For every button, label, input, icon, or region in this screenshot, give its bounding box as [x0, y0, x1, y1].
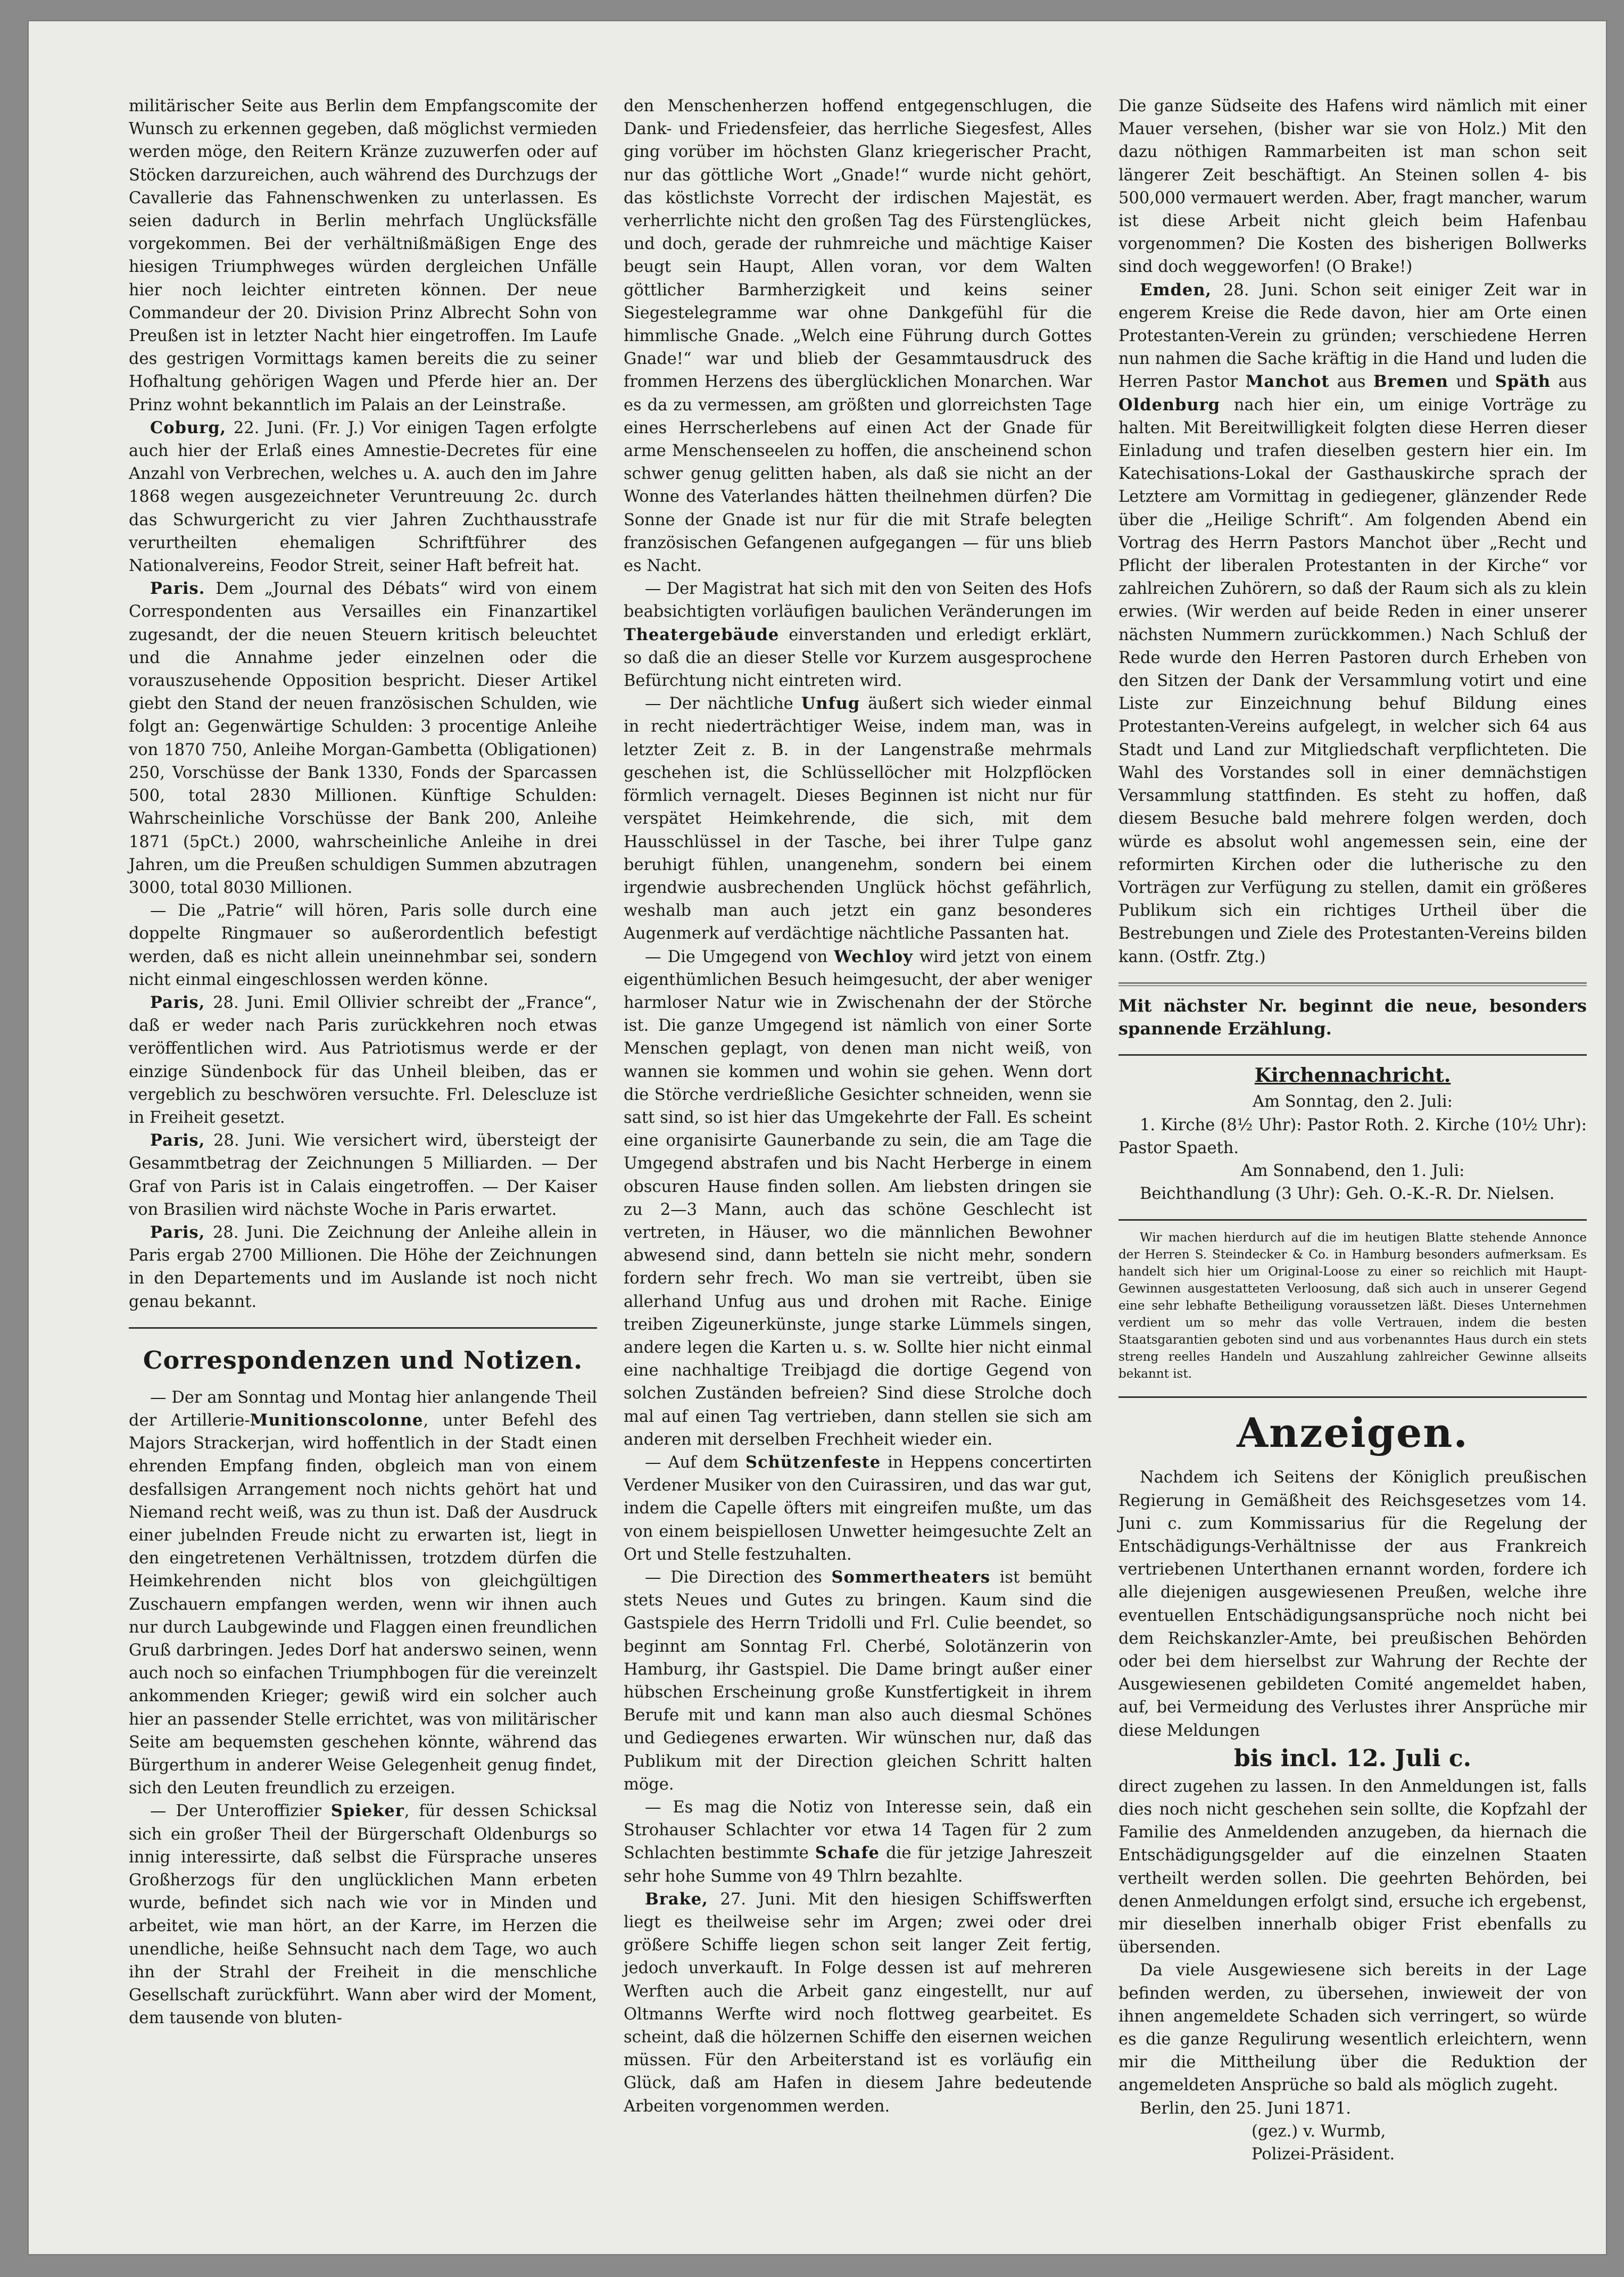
article-text: — Auf dem [645, 1453, 746, 1472]
article-text: — Die Direction des [645, 1568, 832, 1587]
keyword: Späth [1495, 372, 1551, 392]
notiz-sommertheater [624, 1566, 1092, 1796]
article-text: wird jetzt von einem eigenthümlichen Besuch heimgesucht, der aber weniger harmloser Natur wie in Zwischenahn der der Störche ist. Die ganze Umgegend ist nämlich von einer Sorte Menschen geplagt, von denen man nicht weiß, von wannen sie kommen und wohin sie gehen. Wenn dort die Störche verdrießliche Gesichter schneiden, wenn sie satt sind, so ist hier das Umgekehrte der Fall. Es scheint eine organisirte Gaunerbande zu sein, die am Tage die Umgegend abstrafen und bis Nacht Herberge in einem obscuren Hause finden sollen. Am liebsten dringen sie zu 2—3 Mann, auch das schöne Geschlecht ist vertreten, in Häuser, wo die männlichen Bewohner abwesend sind, dann betteln sie nicht mehr, sondern fordern sehr frech. Wo man sie vertreibt, üben sie allerhand Unfug aus und drohen mit Rache. Einige treiben Zigeunerkünste, junge starke Lümmels singen, andere legen die Karten u. s. w. Sollte hier nicht einmal eine nachhaltige Treibjagd die dortige Gegend von solchen Zuständen befreien? Sind diese Strolche doch mal auf einen Tag vertrieben, dann stellen sie sich am anderen mit derselben Frechheit wieder ein. [624, 947, 1092, 1449]
article-text: , unter Befehl des Majors Strackerjan, wird hoffentlich in der Stadt einen ehrenden Empfang finden, obgleich man von einem desfallsigen Arrangement noch nichts gehört hat und Niemand recht weiß, was zu thun ist. Daß der Ausdruck einer jubelnden Freude nicht zu erwarten ist, liegt in den eingetretenen Verhältnissen, trotzdem dürfen die Heimkehrenden nicht blos von gleichgültigen Zuschauern empfangen werden, wenn wir ihnen auch nur durch Laubgewinde und Flaggen einen freundlichen Gruß darbringen. Jedes Dorf hat anderswo seinen, wenn auch noch so einfachen Triumphbogen für die vereinzelt ankommenden Krieger; gewiß wird ein solcher auch hier an passender Stelle errichtet, was von militärischer Seite am bequemsten geschehen könnte, während das Bürgerthum in anderer Weise Gelegenheit genug findet, sich den Leuten freundlich zu erzeigen. [129, 1411, 597, 1798]
divider [1118, 982, 1587, 986]
article-paris-1 [129, 577, 597, 899]
notiz-unfug [624, 692, 1092, 945]
article-text: einverstanden und erledigt erklärt, so daß die an dieser Stelle vor Kurzem ausgesprochene Befürchtung nicht eintreten wird. [624, 625, 1092, 691]
notiz-schuetzenfest [624, 1451, 1092, 1566]
notiz-wechloy [624, 946, 1092, 1451]
church-line: 1. Kirche (8½ Uhr): Pastor Roth. 2. Kirche (10½ Uhr): Pastor Spaeth. [1118, 1115, 1587, 1157]
keyword: Schafe [815, 1843, 880, 1863]
next-issue-notice: Mit nächster Nr. beginnt die neue, besonders spannende Erzählung. [1118, 995, 1587, 1039]
article-text: 28. Juni. Die Zeichnung der Anleihe allein in Paris ergab 2700 Millionen. Die Höhe der Zeichnungen in den Departements und im Auslande ist noch nicht genau bekannt. [129, 1223, 597, 1311]
divider [1118, 1396, 1587, 1398]
divider [129, 1327, 597, 1329]
ad-signature: (gez.) v. Wurmb, [1252, 2122, 1386, 2141]
church-news-title: Kirchennachricht. [1254, 1064, 1451, 1087]
keyword: Schützenfeste [745, 1452, 881, 1472]
article-continuation: den Menschenherzen hoffend entgegenschlugen, die Dank- und Friedensfeier, das herrliche Siegesfest, Alles ging vorüber im höchsten Glanz kriegerischer Pracht, nur das göttliche Wort „Gnade!“ wurde nicht gehört, das köstlichste Vorrecht der irdischen Majestät, es verherrlichte nicht den großen Tag des Fürstenglückes, und doch, gerade der ruhmreiche und mächtige Kaiser beugt sein Haupt, Allen voran, vor dem Walten göttlicher Barmherzigkeit und keins seiner Siegestelegramme war ohne Dankgefühl für die himmlische Gnade. „Welch eine Führung durch Gottes Gnade!“ war und blieb der Gesammtausdruck des frommen Herzens des überglücklichen Monarchen. War es da zu vermessen, am größten und glorreichsten Tage eines Herrscherlebens auf einen Act der Gnade für arme Menschenseelen zu hoffen, die anscheinend schon schwer genug gelitten haben, als daß sie nicht an der Wonne des Vaterlandes hätten theilnehmen dürfen? Die Sonne der Gnade ist nur für die mit Strafe belegten französischen Gefangenen aufgegangen — für uns blieb es Nacht. [624, 97, 1092, 576]
article-text: Dem „Journal des Débats“ wird von einem Correspondenten aus Versailles ein Finanzartikel zugesandt, der die neuen Steuern kritisch beleuchtet und die Annahme jeder einzelnen oder die vorauszusehende Opposition bespricht. Dieser Artikel giebt den Stand der neuen französischen Schulden, wie folgt an: Gegenwärtige Schulden: 3 procentige Anleihe von 1870 750, Anleihe Morgan-Gambetta (Obligationen) 250, Vorschüsse der Bank 1330, Fonds der Sparcassen 500, total 2830 Millionen. Künftige Schulden: Wahrscheinliche Vorschüsse der Bank 200, Anleihe 1871 (5pCt.) 2000, wahrscheinliche Anleihe in drei Jahren, um die Preußen schuldigen Summen abzutragen 3000, total 8030 Millionen. [129, 579, 597, 897]
article-text: 28. Juni. Schon seit einiger Zeit war in engerem Kreise die Rede davon, hier am Orte einen Protestanten-Verein zu gründen; verschiedene Herren nun nahmen die Sache kräftig in die Hand und luden die Herren Pastor [1118, 280, 1587, 392]
ad-text: Da viele Ausgewiesene sich bereits in der Lage befinden werden, zu übersehen, inwieweit der von ihnen angemeldete Schaden sich verringert, so würde es die ganze Regulirung wesentlich erleichtern, wenn mir die Mittheilung über die Reduktion der angemeldeten Ansprüche so bald als möglich zugeht. [1118, 1961, 1587, 2095]
keyword: Bremen [1373, 372, 1448, 392]
article-text: äußert sich wieder einmal in recht niederträchtiger Weise, indem man, was in letzter Zeit z. B. in der Langenstraße mehrmals geschehen ist, die Schlüssellöcher mit Holzpflöcken förmlich vernagelt. Dieses Beginnen ist nicht nur für verspätet Heimkehrende, die sich, mit dem Hausschlüssel in der Tasche, bei ihrer Tulpe ganz beruhigt fühlen, unangenehm, sondern bei einem irgendwie ausbrechenden Unglück höchst gefährlich, weshalb man auch jetzt ein ganz besonderes Augenmerk auf verdächtige nächtliche Passanten hat. [624, 694, 1092, 943]
article-text: und [1448, 372, 1495, 392]
dateline-place: Coburg, [150, 418, 227, 437]
article-text: — Es mag die Notiz von Interesse sein, daß ein Strohauser Schlachter vor etwa 14 Tagen für 2 zum Schlachten bestimmte [624, 1798, 1092, 1863]
article-text: 22. Juni. (Fr. J.) Vor einigen Tagen erfolgte auch hier der Erlaß eines Amnestie-Decretes für eine Anzahl von Verbrechen, welches u. A. auch den im Jahre 1868 wegen ausgezeichneter Veruntreuung 2c. durch das Schwurgericht zu vier Jahren Zuchthausstrafe verurtheilten ehemaligen Schriftführer des Nationalvereins, Feodor Streit, seiner Haft befreit hat. [129, 418, 597, 576]
article-text: die für jetzige Jahreszeit sehr hohe Summe von 49 Thlrn bezahlte. [624, 1844, 1092, 1886]
article-continuation: Die ganze Südseite des Hafens wird nämlich mit einer Mauer versehen, (bisher war sie von Holz.) Mit den dazu nöthigen Rammarbeiten ist man schon seit längerer Zeit beschäftigt. An Steinen sollen 4- bis 500,000 vermauert werden. Aber, fragt mancher, warum ist diese Arbeit nicht gleich beim Hafenbau vorgenommen? Die Kosten des bisherigen Bollwerks sind doch weggeworfen! (O Brake!) [1118, 97, 1587, 277]
article-text: — Der Unteroffizier [150, 1802, 331, 1821]
article-patrie: — Die „Patrie“ will hören, Paris solle durch eine doppelte Ringmauer so außerordentlich befestigt werden, daß es nicht allein uneinnehmbar sei, sondern nicht einmal eingeschlossen werden könne. [129, 901, 597, 989]
church-line: Beichthandlung (3 Uhr): Geh. O.-K.-R. Dr. Nielsen. [1140, 1185, 1555, 1204]
article-text: 28. Juni. Wie versichert wird, übersteigt der Gesammtbetrag der Zeichnungen 5 Milliarden. — Der Graf von Paris ist in Calais eingetroffen. — Der Kaiser von Brasilien wird nächste Woche in Paris erwartet. [129, 1131, 597, 1219]
keyword: Unfug [801, 694, 860, 714]
notiz-schafe [624, 1796, 1092, 1888]
article-coburg [129, 417, 597, 577]
keyword: Wechloy [834, 947, 913, 966]
column-2 [624, 95, 1092, 2118]
notiz-spieker [129, 1800, 597, 2030]
article-text: — Die Umgegend von [645, 947, 834, 966]
divider [1118, 1219, 1587, 1221]
notiz-theater [624, 577, 1092, 692]
column-3 [1118, 95, 1587, 2166]
ads-title: Anzeigen. [1237, 1409, 1469, 1457]
notiz-munitionscolonne [129, 1386, 597, 1800]
lottery-notice: Wir machen hierdurch auf die im heutigen Blatte stehende Annonce der Herren S. Steindecker & Co. in Hamburg besonders aufmerksam. Es handelt sich hier um Original-Loose zu einer so reichlich mit Haupt-Gewinnen ausgestatteten Verloosung, daß sich auch in unserer Gegend eine sehr lebhafte Betheiligung voraussetzen läßt. Dieses Unternehmen verdient um so mehr das volle Vertrauen, indem die besten Staatsgarantien geboten sind und aus vorbenanntes Haus durch ein stets streng reelles Handeln und Auszahlung zahlreicher Gewinne allseits bekannt ist. [1118, 1231, 1587, 1381]
ad-text: direct zugehen zu lassen. In den Anmeldungen ist, falls dies noch nicht geschehen sein sollte, die Kopfzahl der Familie des Anmeldenden anzugeben, da hiernach die Entschädigungsgelder auf die einzelnen Staaten vertheilt werden sollen. Die geehrten Behörden, bei denen Anmeldungen erfolgt sind, ersuche ich ergebenst, mir dieselben innerhalb obiger Frist ebenfalls zu übersenden. [1118, 1777, 1587, 1957]
article-paris-3 [129, 1129, 597, 1221]
article-text: 27. Juni. Mit den hiesigen Schiffswerften liegt es theilweise sehr im Argen; zwei oder drei größere Schiffe liegen schon seit langer Zeit fertig, jedoch unverkauft. In Folge dessen ist auf mehreren Werften auch die Arbeit ganz eingestellt, nur auf Oltmanns Werfte wird noch flottweg gearbeitet. Es scheint, daß die hölzernen Schiffe den eisernen weichen müssen. Für den Arbeiterstand ist es vorläufig ein Glück, daß am Hafen in diesem Jahre bedeutende Arbeiten vorgenommen werden. [624, 1890, 1092, 2116]
keyword: Spieker [330, 1801, 404, 1821]
article-text: nach hier ein, um einige Vorträge zu halten. Mit Bereitwilligkeit folgten diese Herren dieser Einladung und trafen dieselben gestern hier ein. Im Katechisations-Lokal der Gasthauskirche sprach der Letztere am Vormittag in gediegener, glänzender Rede über die „Heilige Schrift“. Am folgenden Abend ein Vortrag des Herrn Pastors Manchot über „Recht und Pflicht der liberalen Protestanten in der Kirche“ vor zahlreichen Zuhörern, so daß der Raum sich als zu klein erwies. (Wir werden auf beide Reden in einer unserer nächsten Nummern zurückkommen.) Nach Schluß der Rede wurde den Herren Pastoren durch Erheben von den Sitzen der Dank der Versammlung votirt und eine Liste zur Einzeichnung behuf Bildung eines Protestanten-Vereins aufgelegt, in welcher sich 64 aus Stadt und Land zur Mitgliedschaft verpflichteten. Die Wahl des Vorstandes soll in einer demnächstigen Versammlung stattfinden. Es steht zu hoffen, daß diesem Besuche bald mehrere folgen werden, doch würde es absolut wohl angemessen sein, eine der reformirten Kirchen oder die lutherische zu den Vorträgen zur Verfügung zu stellen, damit ein größeres Publikum sich ein richtiges Urtheil über die Bestrebungen und Ziele des Protestanten-Vereins bilden kann. (Ostfr. Ztg.) [1118, 395, 1587, 966]
article-text: aus [1551, 372, 1587, 392]
dateline-place: Paris, [150, 1131, 205, 1150]
keyword: Oldenburg [1118, 395, 1220, 415]
article-text: — Der Magistrat hat sich mit den von Seiten des Hofs beabsichtigten vorläufigen baulichen Veränderungen im [624, 579, 1092, 622]
article-text: — Der am Sonntag und Montag hier anlangende Theil der Artillerie- [129, 1388, 597, 1430]
ad-deadline: bis incl. 12. Juli c. [1234, 1744, 1471, 1772]
dateline-place: Paris, [150, 1222, 205, 1242]
dateline-place: Brake, [645, 1889, 708, 1909]
church-line: Am Sonnabend, den 1. Juli: [1240, 1161, 1465, 1180]
article-paris-4 [129, 1221, 597, 1313]
ad-signature-title: Polizei-Präsident. [1252, 2145, 1395, 2164]
article-text: in Heppens concertirten Verdener Musiker von den Cuirassiren, und das war gut, indem die Capelle öfters mit eingreifen mußte, um das von einem beispiellosen Unwetter heimgesuchte Zelt an Ort und Stelle festzuhalten. [624, 1453, 1092, 1564]
article-text: , für dessen Schicksal sich ein großer Theil der Bürgerschaft Oldenburgs so innig interessirte, daß selbst die Fürsprache unseres Großherzogs für den unglücklichen Mann erbeten wurde, befindet sich nach wie vor in Minden und arbeitet, wie man hört, an der Karre, im Herzen die unendliche, heiße Sehnsucht nach dem Tage, wo auch ihn der Strahl der Freiheit in die menschliche Gesellschaft zurückführt. Wann aber wird der Moment, dem tausende von bluten- [129, 1802, 597, 2028]
article-continuation: militärischer Seite aus Berlin dem Empfangscomite der Wunsch zu erkennen gegeben, daß möglichst vermieden werden möge, den Reitern Kränze zuzuwerfen oder auf Stöcken darzureichen, auch während des Durchzugs der Cavallerie das Fahnenschwenken zu unterlassen. Es seien dadurch in Berlin mehrfach Unglücksfälle vorgekommen. Bei der verhältnißmäßigen Enge des hiesigen Triumphweges würden dergleichen Unfälle hier noch leichter eintreten können. Der neue Commandeur der 20. Division Prinz Albrecht Sohn von Preußen ist in letzter Nacht hier eingetroffen. Im Laufe des gestrigen Vormittags kamen bereits die zu seiner Hofhaltung gehörigen Wagen und Pferde hier an. Der Prinz wohnt bekanntlich im Palais an der Leinstraße. [129, 97, 597, 415]
article-text: 28. Juni. Emil Ollivier schreibt der „France“, daß er weder nach Paris zurückkehren noch etwas veröffentlichen wird. Aus Patriotismus werde er der einzige Sündenbock für das Unheil bleiben, das er vergeblich zu beschwören versuchte. Frl. Delescluze ist in Freiheit gesetzt. [129, 993, 597, 1127]
article-text: ist bemüht stets Neues und Gutes zu bringen. Kaum sind die Gastspiele des Herrn Tridolli und Frl. Culie beendet, so beginnt am Sonntag Frl. Cherbé, Solotänzerin von Hamburg, ihr Gastspiel. Die Dame bringt außer einer hübschen Erscheinung große Kunstfertigkeit in ihrem Berufe mit und kann man also auch diesmal Schönes und Gediegenes erwarten. Wir wünschen nur, daß das Publikum mit der Direction gleichen Schritt halten möge. [624, 1568, 1092, 1794]
divider [1118, 1054, 1587, 1056]
keyword: Munitionscolonne [250, 1410, 424, 1430]
article-text: — Der nächtliche [645, 694, 801, 714]
dateline-place: Emden, [1140, 280, 1212, 300]
article-emden [1118, 279, 1587, 968]
church-line: Am Sonntag, den 2. Juli: [1253, 1092, 1453, 1112]
newspaper-page [28, 20, 1607, 2255]
keyword: Sommertheaters [831, 1568, 991, 1587]
keyword: Theatergebäude [624, 625, 780, 644]
keyword: Manchot [1245, 372, 1330, 392]
article-brake [624, 1888, 1092, 2118]
section-title: Correspondenzen und Notizen. [143, 1345, 583, 1375]
ad-text: Nachdem ich Seitens der Königlich preußischen Regierung in Gemäßheit des Reichsgesetzes vom 14. Juni c. zum Kommissarius für die Regelung der Entschädigungs-Verhältnisse der aus Frankreich vertriebenen Unterthanen ernannt worden, fordere ich alle diejenigen ausgewiesenen Preußen, welche ihre eventuellen Entschädigungsansprüche noch nicht bei dem Reichskanzler-Amte, bei preußischen Behörden oder bei dem hierselbst zur Wahrung der Rechte der Ausgewiesenen gebildeten Comité angemeldet haben, auf, bei Vermeidung des Verlustes ihrer Ansprüche mir diese Meldungen [1118, 1468, 1587, 1740]
dateline-place: Paris. [150, 579, 205, 599]
article-paris-2 [129, 991, 597, 1129]
column-1 [129, 95, 597, 2030]
dateline-place: Paris, [150, 992, 205, 1012]
ad-place-date: Berlin, den 25. Juni 1871. [1140, 2099, 1351, 2118]
article-text: aus [1329, 372, 1373, 392]
